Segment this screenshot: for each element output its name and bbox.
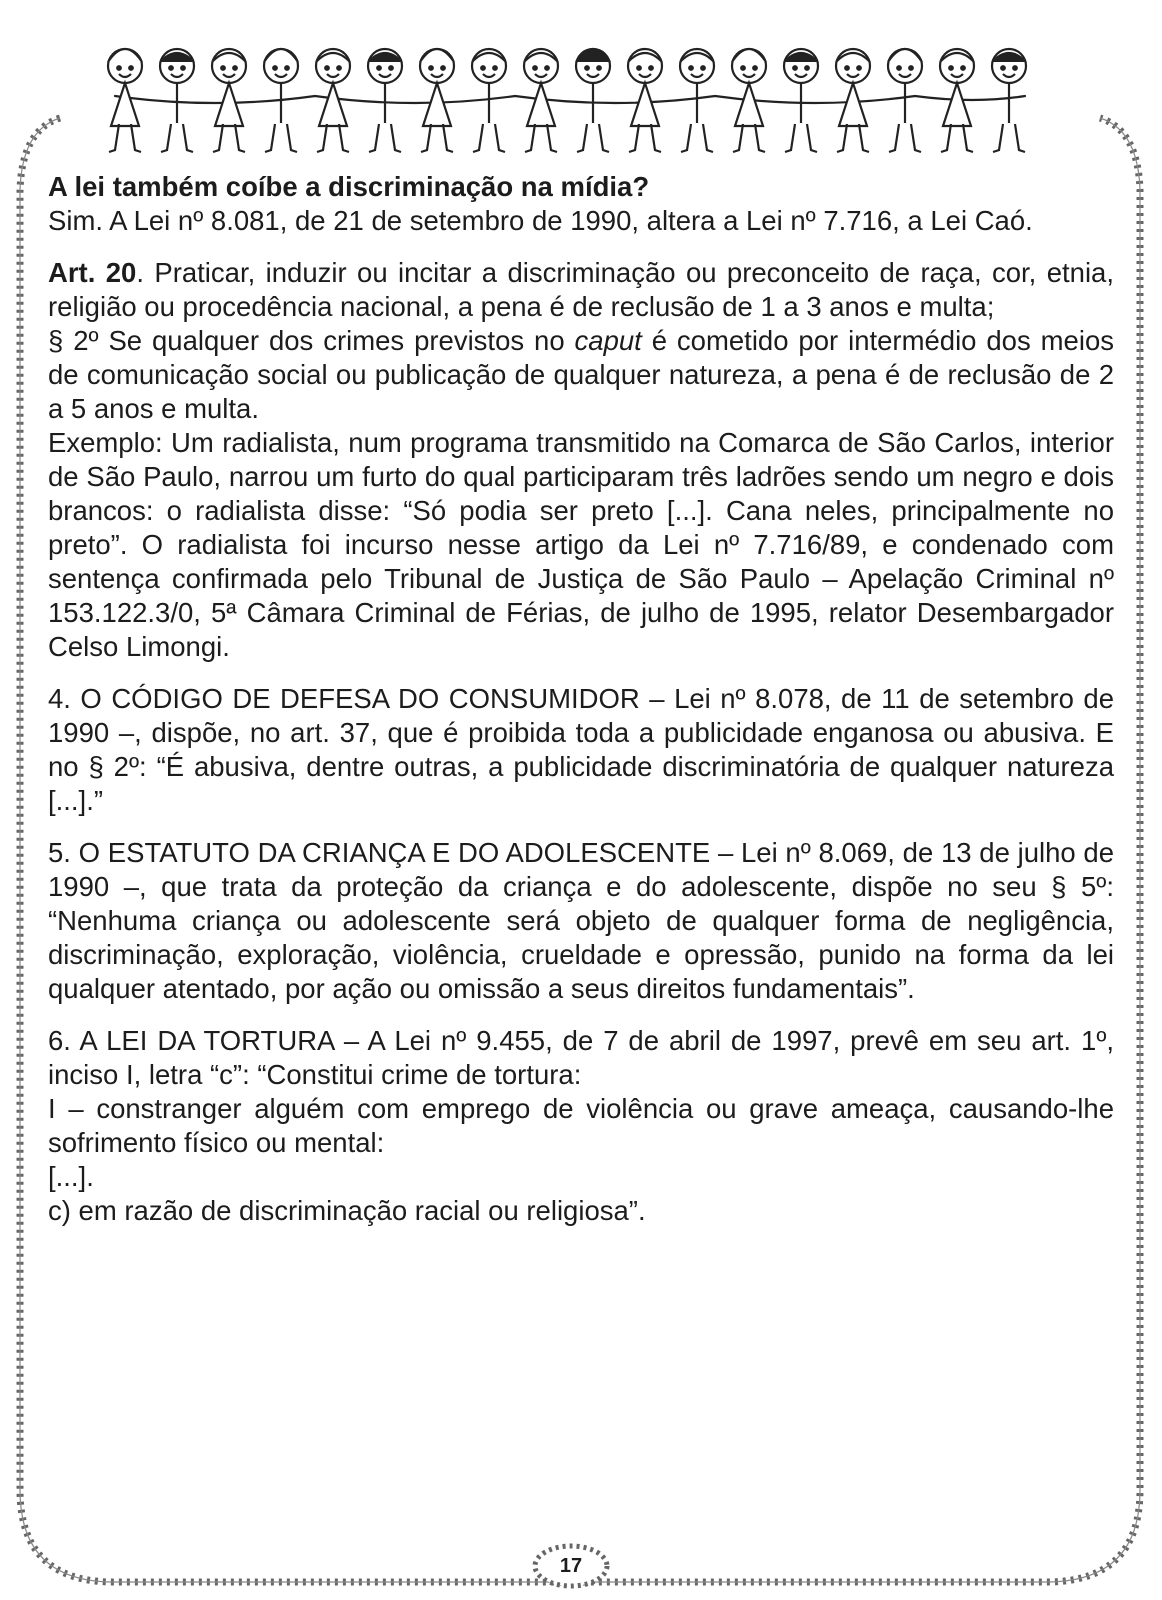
question-heading: A lei também coíbe a discriminação na mídia? xyxy=(48,171,650,202)
art20-paragraph xyxy=(48,256,1114,324)
children-holding-hands-illustration xyxy=(95,18,1055,168)
item-6-line-1: I – constranger alguém com emprego de violência ou grave ameaça, causando-lhe sofrimento físico ou mental: xyxy=(48,1093,1114,1158)
child-figure xyxy=(888,49,922,152)
paragraph-2-before: § 2º Se qualquer dos crimes previstos no xyxy=(48,325,575,356)
child-figure xyxy=(576,49,610,152)
item-6-line-2: c) em razão de discriminação racial ou religiosa”. xyxy=(48,1195,646,1226)
page-number: 17 xyxy=(559,1555,583,1577)
art20-text: . Praticar, induzir ou incitar a discriminação ou preconceito de raça, cor, etnia, religião ou procedência nacional, a pena é de reclusão de 1 a 3 anos e multa; xyxy=(48,257,1114,322)
child-figure xyxy=(368,49,402,152)
page-content xyxy=(48,170,1114,1228)
item-5-child-statute: 5. O ESTATUTO DA CRIANÇA E DO ADOLESCENTE – Lei nº 8.069, de 13 de julho de 1990 –, que trata da proteção da criança e do adolescente, dispõe no seu § 5º: “Nenhuma criança ou adolescente será objeto de qualquer forma de negligência, discriminação, exploração, violência, crueldade e opressão, punido na forma da lei qualquer atentado, por ação ou omissão a seus direitos fundamentais”. xyxy=(48,837,1114,1004)
item-6-torture-law: 6. A LEI DA TORTURA – A Lei nº 9.455, de 7 de abril de 1997, prevê em seu art. 1º, inciso I, letra “c”: “Constitui crime de tortura: xyxy=(48,1025,1114,1090)
paragraph-2 xyxy=(48,324,1114,426)
paragraph-2-after: é cometido por intermédio dos meios de comunicação social ou publicação de qualquer natureza, a pena é de reclusão de 2 a 5 anos e multa. xyxy=(48,325,1114,424)
answer-text: Sim. A Lei nº 8.081, de 21 de setembro de 1990, altera a Lei nº 7.716, a Lei Caó. xyxy=(48,205,1033,236)
child-figure xyxy=(212,49,246,152)
child-figure xyxy=(992,49,1026,152)
item-4-consumer-code: 4. O CÓDIGO DE DEFESA DO CONSUMIDOR – Lei nº 8.078, de 11 de setembro de 1990 –, dispõe, no art. 37, que é proibida toda a publicidade enganosa ou abusiva. E no § 2º: “É abusiva, dentre outras, a publicidade discriminatória de qualquer natureza [...].” xyxy=(48,683,1114,816)
item-6-ellipsis: [...]. xyxy=(48,1161,94,1192)
example-paragraph: Exemplo: Um radialista, num programa transmitido na Comarca de São Carlos, interior de São Paulo, narrou um furto do qual participaram três ladrões sendo um negro e dois brancos: o radialista disse: “Só podia ser preto [...]. Cana neles, principalmente no preto”. O radialista foi incurso nesse artigo da Lei nº 7.716/89, e condenado com sentença confirmada pelo Tribunal de Justiça de São Paulo – Apelação Criminal nº 153.122.3/0, 5ª Câmara Criminal de Férias, de julho de 1995, relator Desembargador Celso Limongi. xyxy=(48,427,1114,662)
child-figure xyxy=(628,49,662,152)
child-figure xyxy=(108,49,142,152)
child-figure xyxy=(420,49,454,152)
paragraph-2-italic: caput xyxy=(574,325,642,356)
art20-label: Art. 20 xyxy=(48,257,137,288)
child-figure xyxy=(784,49,818,152)
